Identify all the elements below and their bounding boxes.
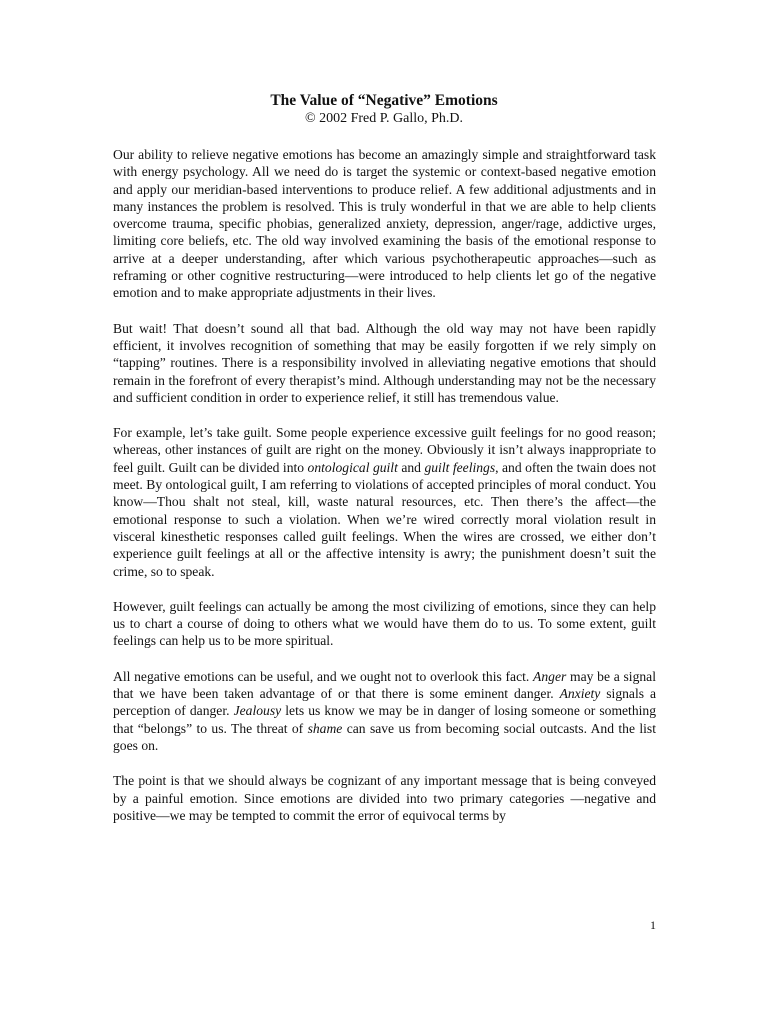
paragraph-1 [113,146,656,302]
paragraph-text: can save us from becoming social outcasts. And the list goes on. [113,720,656,753]
paragraph-6 [113,772,656,824]
paragraph-text: Our ability to relieve negative emotions has become an amazingly simple and straightforward task with energy psychology. All we need do is target the systemic or context-based negative emotion and apply our meridian-based interventions to produce relief. A few additional adjustments and in many instances the problem is resolved. This is truly wonderful in that we are able to help clients overcome trauma, specific phobias, generalized anxiety, depression, anger/rage, addictive urges, limiting core beliefs, etc. The old way involved examining the basis of the emotional response to arrive at a deeper understanding, after which various psychotherapeutic approaches—such as reframing or other cognitive restructuring—were introduced to help clients let go of the negative emotion and to make appropriate adjustments in their lives. [113,147,656,301]
paragraph-text: lets us know we may be in danger of losing someone or something that “belongs” to us. The threat of [113,703,656,736]
paragraph-3 [113,424,656,580]
paragraph-text: may be a signal that we have been taken advantage of or that there is some eminent danger. [113,668,656,702]
italic-term: Anger [533,668,567,684]
italic-term: Anxiety [559,686,601,702]
italic-term: shame [307,720,343,736]
paragraph-text: The point is that we should always be cognizant of any important message that is being conveyed by a painful emotion. Since emotions are divided into two primary categories —negative and positive—we may be tempted to commit the error of equivocal terms by [113,773,656,823]
paragraph-text: But wait! That doesn’t sound all that bad. Although the old way may not have been rapidly efficient, it involves recognition of something that may be easily forgotten if we rely simply on “tapping” routines. There is a responsibility involved in alleviating negative emotions that should remain in the forefront of every therapist’s mind. Although understanding may not be the necessary and sufficient condition in order to experience relief, it still has tremendous value. [113,320,656,405]
page-number: 1 [650,918,656,932]
document-author: © 2002 Fred P. Gallo, Ph.D. [304,111,464,126]
paragraph-5 [113,668,656,754]
paragraph-text: , and often the twain does not meet. By ontological guilt, I am referring to violations of accepted principles of moral conduct. You know—Thou shalt not steal, kill, waste natural resources, etc. Then there’s the affect—the emotional response to such a violation. When we’re wired correctly moral violation result in visceral kinesthetic responses called guilt feelings. When the wires are crossed, we either don’t experience guilt feelings at all or the affective intensity is awry; the punishment doesn’t suit the crime, so to speak. [113,459,657,579]
paragraph-text: For example, let’s take guilt. Some people experience excessive guilt feelings for no good reason; whereas, other instances of guilt are right on the money. Obviously it isn’t always inappropriate to feel guilt. Guilt can be divided into [113,425,656,475]
paragraph-2 [113,320,656,406]
paragraph-text: signals a perception of danger. [113,686,656,719]
document-title: The Value of “Negative” Emotions [270,92,498,109]
italic-term: Jealousy [233,703,282,719]
paragraph-text: All negative emotions can be useful, and we ought not to overlook this fact. [113,668,534,684]
paragraph-text: However, guilt feelings can actually be among the most civilizing of emotions, since they can help us to chart a course of doing to others what we would have them do to us. To some extent, guilt feelings can help us to be more spiritual. [113,598,656,649]
document-body [113,146,656,842]
paragraph-text: and [397,459,425,475]
italic-term: ontological guilt [307,459,398,475]
paragraph-4 [113,598,656,650]
italic-term: guilt feelings [424,459,496,475]
